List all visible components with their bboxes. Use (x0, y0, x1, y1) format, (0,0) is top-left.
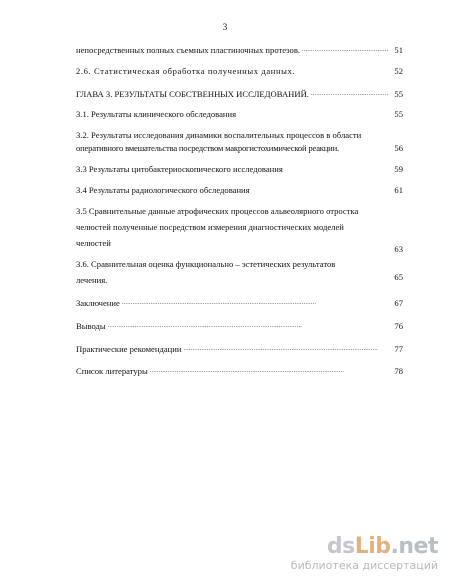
toc-entry[interactable] (76, 42, 403, 57)
toc-entry[interactable] (76, 318, 403, 333)
toc-entry-title-line: 3.2. Результаты исследования динамики воспалительных процессов в области (76, 130, 362, 141)
toc-entry-title: Заключение (76, 297, 120, 308)
toc-entry-page: 67 (394, 297, 403, 308)
toc-entry-page: 77 (394, 343, 403, 354)
toc-entry-title-line: 3.6. Сравнительная оценка функционально – эстетических результатов (76, 258, 336, 269)
dslib-logo: dsLib.net (326, 534, 438, 559)
toc-entry-page: 61 (394, 184, 403, 195)
toc-entry-title: 3.4 Результаты радиологического обследования (76, 184, 250, 195)
toc-entry[interactable] (76, 163, 403, 176)
toc-entry-page: 55 (394, 88, 403, 99)
toc-entry[interactable] (76, 205, 403, 255)
toc-entry[interactable] (76, 295, 403, 310)
toc-dot-leader (183, 341, 389, 356)
toc-dot-leader (302, 42, 389, 57)
toc-entry[interactable] (76, 129, 403, 155)
toc-entry-title: Выводы (76, 320, 106, 331)
toc-entry[interactable] (76, 65, 403, 78)
toc-entry-title: Практические рекомендации (76, 343, 182, 354)
toc-entry[interactable] (76, 258, 403, 287)
toc-entry-page: 63 (394, 244, 403, 255)
dslib-subtitle: библиотека диссертаций (290, 559, 438, 572)
toc-entry[interactable] (76, 341, 403, 356)
toc-entry-page: 55 (394, 109, 403, 120)
toc-entry-title: 2.6. Статистическая обработка полученных данных. (76, 65, 296, 76)
toc-entry-page: 51 (394, 45, 403, 55)
toc-dot-leader (108, 318, 389, 333)
toc-entry-page: 56 (394, 143, 403, 154)
toc-entry-title: 3.1. Результаты клинического обследования (76, 109, 237, 120)
toc-entry-title: оперативного вмешательства посредством макрогистохимической реакции. (76, 143, 339, 154)
toc-dot-leader (311, 86, 389, 101)
toc-entry-page: 65 (394, 272, 403, 283)
toc-entry-title: лечения. (76, 275, 108, 286)
toc-entry-title: 3.3 Результаты цитобактериоскопического исследования (76, 164, 283, 175)
toc-entry[interactable] (76, 184, 403, 197)
page-number: 3 (222, 22, 228, 32)
toc-entry[interactable] (76, 108, 403, 121)
toc-entry-page: 76 (394, 320, 403, 331)
toc-entry-title: непосредственных полных съемных пластиночных протезов. (76, 45, 301, 55)
toc-dot-leader (122, 295, 389, 310)
toc-entry[interactable] (76, 363, 403, 378)
dslib-watermark[interactable] (291, 536, 438, 572)
toc-entry[interactable] (76, 86, 403, 101)
toc-entry-title-line: 3.5 Сравнительные данные атрофических процессов альвеолярного отростка (76, 205, 359, 216)
table-of-contents (76, 42, 403, 379)
toc-entry-page: 52 (394, 65, 403, 76)
toc-dot-leader (150, 363, 389, 378)
toc-entry-title-line: челюстей полученные посредством измерения диагностических моделей (76, 221, 344, 232)
toc-entry-title: ГЛАВА 3. РЕЗУЛЬТАТЫ СОБСТВЕННЫХ ИССЛЕДОВАНИЙ. (76, 88, 309, 99)
toc-entry-page: 59 (394, 164, 403, 175)
toc-entry-page: 78 (394, 366, 403, 377)
toc-entry-title: Список литературы (76, 366, 148, 377)
toc-entry-title: челюстей (76, 238, 111, 249)
